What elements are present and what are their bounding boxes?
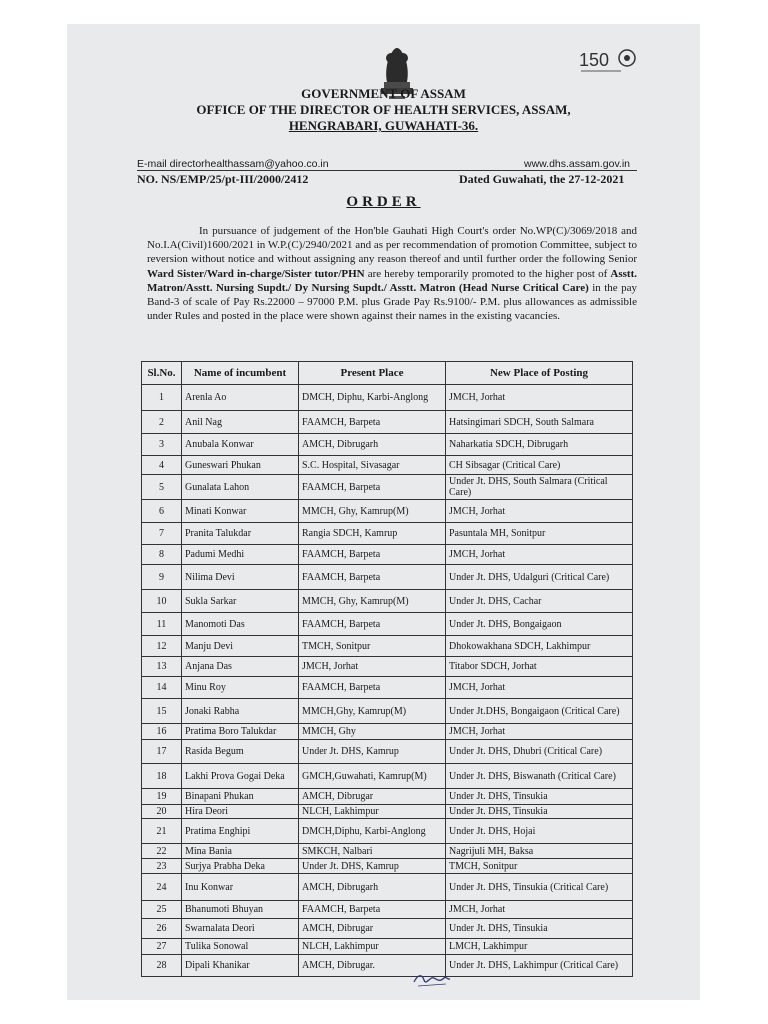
- serial-number-cell: 18: [142, 764, 182, 789]
- new-posting-cell: Under Jt. DHS, Bongaigaon: [446, 613, 633, 636]
- serial-number-cell: 1: [142, 385, 182, 411]
- incumbent-name-cell: Swarnalata Deori: [182, 919, 299, 939]
- present-place-cell: Rangia SDCH, Kamrup: [299, 523, 446, 545]
- serial-number-cell: 15: [142, 699, 182, 724]
- serial-number-cell: 21: [142, 819, 182, 844]
- incumbent-name-cell: Nilima Devi: [182, 565, 299, 590]
- serial-number-cell: 20: [142, 805, 182, 819]
- table-row: [142, 677, 633, 699]
- serial-number-cell: 8: [142, 545, 182, 565]
- new-posting-cell: Hatsingimari SDCH, South Salmara: [446, 411, 633, 434]
- present-place-cell: JMCH, Jorhat: [299, 657, 446, 677]
- new-posting-cell: Under Jt. DHS, Udalguri (Critical Care): [446, 565, 633, 590]
- table-row: [142, 764, 633, 789]
- table-row: [142, 874, 633, 901]
- incumbent-name-cell: Lakhi Prova Gogai Deka: [182, 764, 299, 789]
- incumbent-name-cell: Surjya Prabha Deka: [182, 859, 299, 874]
- incumbent-name-cell: Pratima Boro Talukdar: [182, 724, 299, 740]
- incumbent-name-cell: Minu Roy: [182, 677, 299, 699]
- incumbent-name-cell: Anubala Konwar: [182, 434, 299, 456]
- table-row: [142, 456, 633, 475]
- new-posting-cell: Naharkatia SDCH, Dibrugarh: [446, 434, 633, 456]
- serial-number-cell: 23: [142, 859, 182, 874]
- new-posting-cell: Under Jt. DHS, Dhubri (Critical Care): [446, 740, 633, 764]
- serial-number-cell: 2: [142, 411, 182, 434]
- table-row: [142, 724, 633, 740]
- table-row: [142, 740, 633, 764]
- serial-number-cell: 27: [142, 939, 182, 955]
- serial-number-cell: 11: [142, 613, 182, 636]
- new-posting-cell: TMCH, Sonitpur: [446, 859, 633, 874]
- new-posting-cell: Under Jt.DHS, Bongaigaon (Critical Care): [446, 699, 633, 724]
- present-place-cell: NLCH, Lakhimpur: [299, 805, 446, 819]
- incumbent-name-cell: Anjana Das: [182, 657, 299, 677]
- office-title: OFFICE OF THE DIRECTOR OF HEALTH SERVICES, ASSAM,: [196, 102, 571, 117]
- order-paragraph: In pursuance of judgement of the Hon'ble Gauhati High Court's order No.WP(C)/3069/2018 and No.I.A(Civil)1600/2021 in W.P.(C)/2940/2021 and as per recommendation of promotion Committee, subject to reversion without notice and without assigning any reason thereof and until further order the following Senior Ward Sister/Ward in-charge/Sister tutor/PHN are hereby temporarily promoted to the higher post of Asstt. Matron/Asstt. Nursing Supdt./ Dy Nursing Supdt./ Asstt. Matron (Head Nurse Critical Care) in the pay Band-3 of scale of Pay Rs.22000 – 97000 P.M. plus Grade Pay Rs.9100/- P.M. plus allowances as admissible under Rules and posted in the place were shown against their names in the existing vacancies.: [147, 225, 637, 323]
- present-place-cell: FAAMCH, Barpeta: [299, 411, 446, 434]
- incumbent-name-cell: Padumi Medhi: [182, 545, 299, 565]
- table-body: [142, 385, 633, 977]
- present-place-cell: GMCH,Guwahati, Kamrup(M): [299, 764, 446, 789]
- new-posting-cell: Pasuntala MH, Sonitpur: [446, 523, 633, 545]
- column-header: New Place of Posting: [446, 362, 633, 385]
- office-address: HENGRABARI, GUWAHATI-36.: [288, 118, 479, 133]
- present-place-cell: SMKCH, Nalbari: [299, 844, 446, 859]
- incumbent-name-cell: Manomoti Das: [182, 613, 299, 636]
- table-row: [142, 955, 633, 977]
- table-header-row: [142, 362, 633, 385]
- column-header: Sl.No.: [142, 362, 182, 385]
- incumbent-name-cell: Sukla Sarkar: [182, 590, 299, 613]
- present-place-cell: AMCH, Dibrugar: [299, 789, 446, 805]
- present-place-cell: Under Jt. DHS, Kamrup: [299, 859, 446, 874]
- website: www.dhs.assam.gov.in: [524, 158, 631, 170]
- new-posting-cell: Nagrijuli MH, Baksa: [446, 844, 633, 859]
- new-posting-cell: Under Jt. DHS, Lakhimpur (Critical Care): [446, 955, 633, 977]
- serial-number-cell: 6: [142, 500, 182, 523]
- column-header: Name of incumbent: [182, 362, 299, 385]
- serial-number-cell: 24: [142, 874, 182, 901]
- serial-number-cell: 19: [142, 789, 182, 805]
- present-place-cell: S.C. Hospital, Sivasagar: [299, 456, 446, 475]
- present-place-cell: MMCH, Ghy, Kamrup(M): [299, 500, 446, 523]
- table-row: [142, 545, 633, 565]
- new-posting-cell: Under Jt. DHS, Tinsukia: [446, 789, 633, 805]
- present-place-cell: AMCH, Dibrugar.: [299, 955, 446, 977]
- table-row: [142, 590, 633, 613]
- present-place-cell: FAAMCH, Barpeta: [299, 545, 446, 565]
- serial-number-cell: 5: [142, 475, 182, 500]
- serial-number-cell: 7: [142, 523, 182, 545]
- new-posting-cell: Under Jt. DHS, Hojai: [446, 819, 633, 844]
- present-place-cell: DMCH,Diphu, Karbi-Anglong: [299, 819, 446, 844]
- table-row: [142, 919, 633, 939]
- document-page: [67, 24, 700, 1000]
- present-place-cell: MMCH, Ghy, Kamrup(M): [299, 590, 446, 613]
- incumbent-name-cell: Pranita Talukdar: [182, 523, 299, 545]
- incumbent-name-cell: Gunalata Lahon: [182, 475, 299, 500]
- signature-mark-icon: [412, 968, 452, 990]
- serial-number-cell: 16: [142, 724, 182, 740]
- new-posting-cell: Under Jt. DHS, Biswanath (Critical Care): [446, 764, 633, 789]
- new-posting-cell: Dhokowakhana SDCH, Lakhimpur: [446, 636, 633, 657]
- present-place-cell: AMCH, Dibrugarh: [299, 874, 446, 901]
- incumbent-name-cell: Inu Konwar: [182, 874, 299, 901]
- new-posting-cell: JMCH, Jorhat: [446, 385, 633, 411]
- new-posting-cell: LMCH, Lakhimpur: [446, 939, 633, 955]
- new-posting-cell: Titabor SDCH, Jorhat: [446, 657, 633, 677]
- new-posting-cell: Under Jt. DHS, Tinsukia (Critical Care): [446, 874, 633, 901]
- serial-number-cell: 4: [142, 456, 182, 475]
- present-place-cell: AMCH, Dibrugarh: [299, 434, 446, 456]
- present-place-cell: FAAMCH, Barpeta: [299, 565, 446, 590]
- present-place-cell: MMCH,Ghy, Kamrup(M): [299, 699, 446, 724]
- present-place-cell: NLCH, Lakhimpur: [299, 939, 446, 955]
- incumbent-name-cell: Anil Nag: [182, 411, 299, 434]
- table-row: [142, 789, 633, 805]
- new-posting-cell: JMCH, Jorhat: [446, 901, 633, 919]
- header-rule: [137, 170, 637, 171]
- promoted-to-posts: Asstt. Matron/Asstt. Nursing Supdt./ Dy Nursing Supdt./ Asstt. Matron (Head Nurse Critical Care): [147, 267, 637, 294]
- new-posting-cell: Under Jt. DHS, Tinsukia: [446, 805, 633, 819]
- serial-number-cell: 17: [142, 740, 182, 764]
- promoted-from-posts: Ward Sister/Ward in-charge/Sister tutor/PHN: [147, 267, 365, 280]
- table-row: [142, 939, 633, 955]
- incumbent-name-cell: Pratima Enghipi: [182, 819, 299, 844]
- incumbent-name-cell: Rasida Begum: [182, 740, 299, 764]
- incumbent-name-cell: Minati Konwar: [182, 500, 299, 523]
- present-place-cell: DMCH, Diphu, Karbi-Anglong: [299, 385, 446, 411]
- incumbent-name-cell: Manju Devi: [182, 636, 299, 657]
- present-place-cell: TMCH, Sonitpur: [299, 636, 446, 657]
- incumbent-name-cell: Dipali Khanikar: [182, 955, 299, 977]
- new-posting-cell: JMCH, Jorhat: [446, 500, 633, 523]
- present-place-cell: Under Jt. DHS, Kamrup: [299, 740, 446, 764]
- incumbent-name-cell: Tulika Sonowal: [182, 939, 299, 955]
- serial-number-cell: 3: [142, 434, 182, 456]
- email-address: E-mail directorhealthassam@yahoo.co.in: [137, 158, 329, 170]
- table-row: [142, 523, 633, 545]
- table-row: [142, 636, 633, 657]
- column-header: Present Place: [299, 362, 446, 385]
- serial-number-cell: 28: [142, 955, 182, 977]
- table-row: [142, 844, 633, 859]
- serial-number-cell: 26: [142, 919, 182, 939]
- table-row: [142, 613, 633, 636]
- table-row: [142, 500, 633, 523]
- incumbent-name-cell: Bhanumoti Bhuyan: [182, 901, 299, 919]
- reference-number: NO. NS/EMP/25/pt-III/2000/2412: [137, 172, 309, 186]
- incumbent-name-cell: Jonaki Rabha: [182, 699, 299, 724]
- order-heading: ORDER: [346, 194, 421, 210]
- incumbent-name-cell: Binapani Phukan: [182, 789, 299, 805]
- new-posting-cell: Under Jt. DHS, Tinsukia: [446, 919, 633, 939]
- table-row: [142, 434, 633, 456]
- present-place-cell: FAAMCH, Barpeta: [299, 677, 446, 699]
- incumbent-name-cell: Guneswari Phukan: [182, 456, 299, 475]
- 150-years-logo-icon: [577, 46, 639, 76]
- serial-number-cell: 9: [142, 565, 182, 590]
- table-row: [142, 475, 633, 500]
- present-place-cell: AMCH, Dibrugar: [299, 919, 446, 939]
- serial-number-cell: 13: [142, 657, 182, 677]
- serial-number-cell: 22: [142, 844, 182, 859]
- serial-number-cell: 12: [142, 636, 182, 657]
- present-place-cell: FAAMCH, Barpeta: [299, 475, 446, 500]
- table-row: [142, 859, 633, 874]
- svg-text:150: 150: [579, 50, 610, 70]
- new-posting-cell: Under Jt. DHS, South Salmara (Critical Care): [446, 475, 633, 500]
- incumbent-name-cell: Hira Deori: [182, 805, 299, 819]
- table-row: [142, 385, 633, 411]
- new-posting-cell: JMCH, Jorhat: [446, 724, 633, 740]
- table-row: [142, 819, 633, 844]
- new-posting-cell: CH Sibsagar (Critical Care): [446, 456, 633, 475]
- new-posting-cell: JMCH, Jorhat: [446, 677, 633, 699]
- order-date: Dated Guwahati, the 27-12-2021: [459, 172, 625, 186]
- present-place-cell: FAAMCH, Barpeta: [299, 613, 446, 636]
- table-row: [142, 565, 633, 590]
- incumbent-name-cell: Mina Bania: [182, 844, 299, 859]
- new-posting-cell: JMCH, Jorhat: [446, 545, 633, 565]
- serial-number-cell: 25: [142, 901, 182, 919]
- new-posting-cell: Under Jt. DHS, Cachar: [446, 590, 633, 613]
- incumbent-name-cell: Arenla Ao: [182, 385, 299, 411]
- table-row: [142, 699, 633, 724]
- posting-table: [141, 361, 633, 977]
- table-row: [142, 805, 633, 819]
- serial-number-cell: 10: [142, 590, 182, 613]
- table-row: [142, 657, 633, 677]
- table-row: [142, 901, 633, 919]
- government-title: GOVERNMENT OF ASSAM: [301, 86, 466, 101]
- serial-number-cell: 14: [142, 677, 182, 699]
- present-place-cell: MMCH, Ghy: [299, 724, 446, 740]
- present-place-cell: FAAMCH, Barpeta: [299, 901, 446, 919]
- table-row: [142, 411, 633, 434]
